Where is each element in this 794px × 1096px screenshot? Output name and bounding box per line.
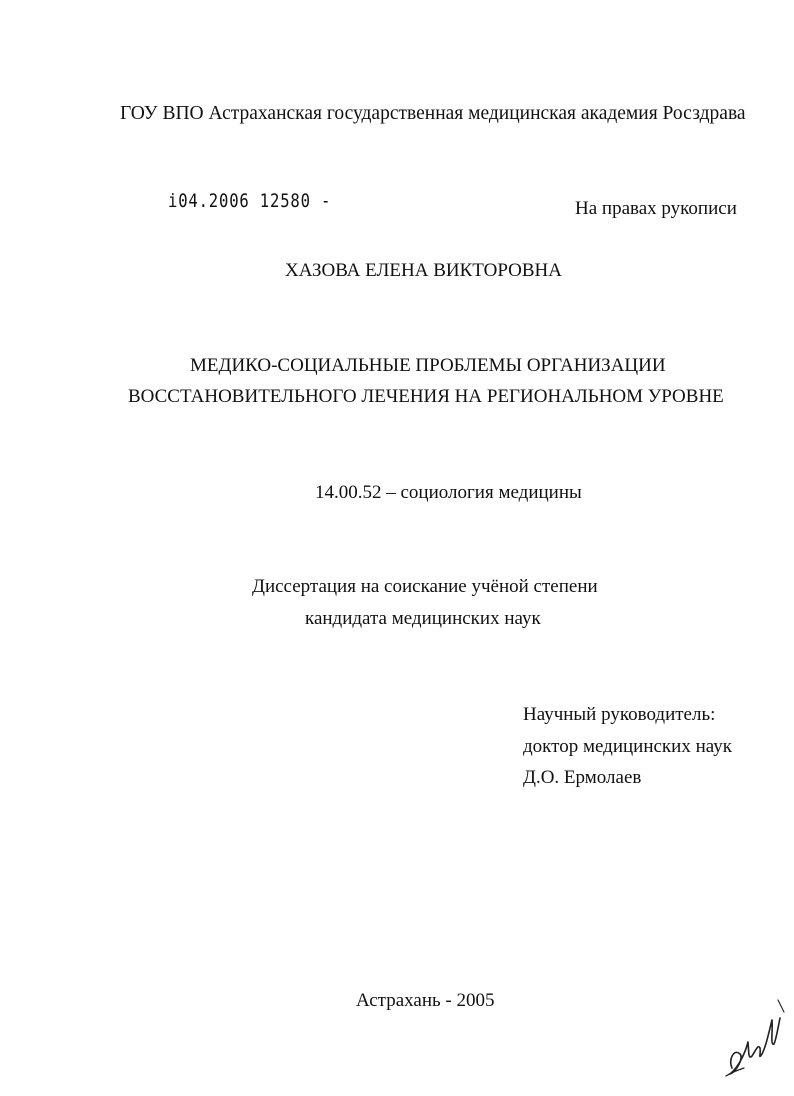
- degree-statement-line: Диссертация на соискание учёной степени: [252, 576, 598, 597]
- dissertation-title-line: ВОССТАНОВИТЕЛЬНОГО ЛЕЧЕНИЯ НА РЕГИОНАЛЬНОМ УРОВНЕ: [128, 386, 724, 407]
- archive-code-stamp: i04.2006 12580 -: [168, 190, 332, 212]
- supervisor-degree: доктор медицинских наук: [523, 736, 732, 757]
- author-name: ХАЗОВА ЕЛЕНА ВИКТОРОВНА: [285, 260, 562, 281]
- manuscript-note: На правах рукописи: [575, 198, 737, 219]
- specialty-code: 14.00.52 – социология медицины: [315, 482, 582, 503]
- institution-name: ГОУ ВПО Астраханская государственная медицинская академия Росздрава: [120, 103, 746, 124]
- supervisor-name: Д.О. Ермолаев: [523, 767, 642, 788]
- supervisor-label: Научный руководитель:: [523, 704, 716, 725]
- degree-statement-line: кандидата медицинских наук: [305, 608, 541, 629]
- dissertation-title-line: МЕДИКО-СОЦИАЛЬНЫЕ ПРОБЛЕМЫ ОРГАНИЗАЦИИ: [190, 355, 666, 376]
- city-year: Астрахань - 2005: [356, 990, 495, 1011]
- handwritten-signature-icon: [718, 990, 790, 1080]
